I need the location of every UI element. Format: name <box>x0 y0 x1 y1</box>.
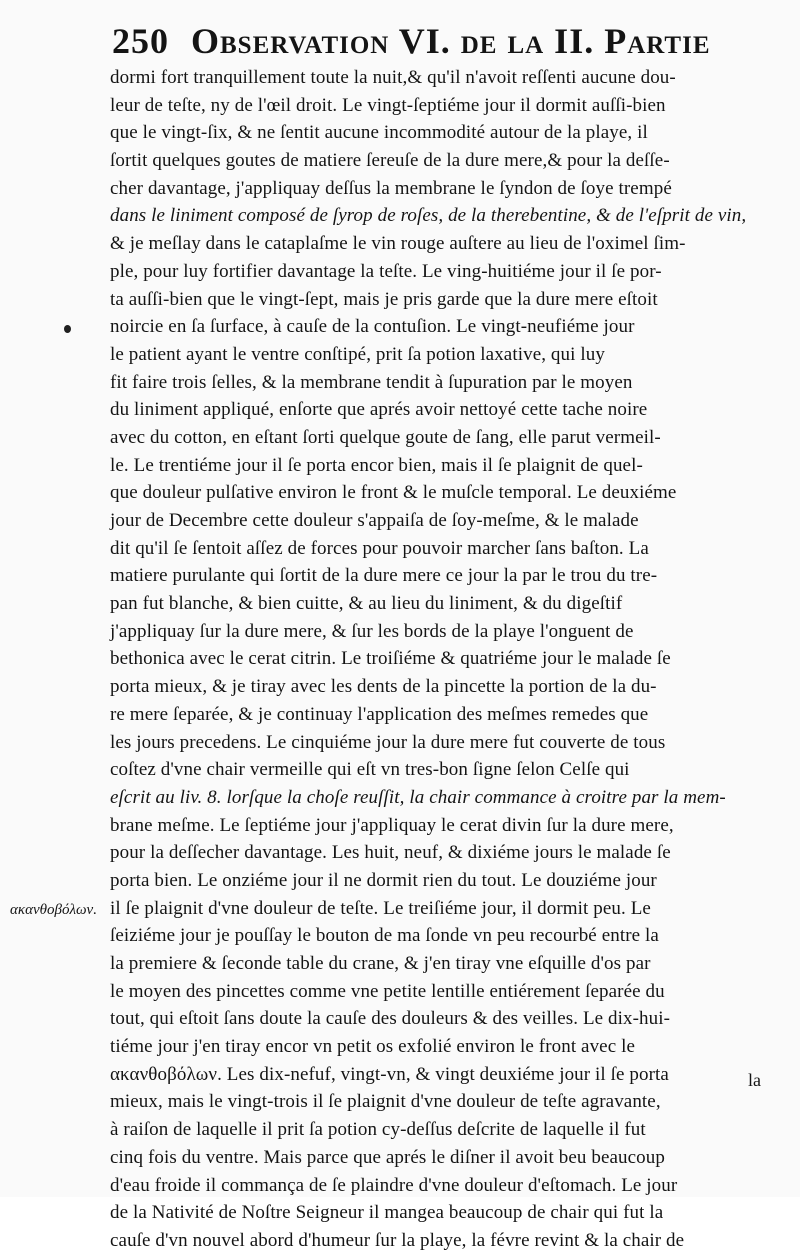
text-line: re mere ſeparée, & je continuay l'application des meſmes remedes que <box>110 703 649 725</box>
text-line: dans le liniment composé de ſyrop de roſes, de la therebentine, & de l'eſprit de vin, <box>110 205 747 227</box>
text-line: bethonica avec le cerat citrin. Le troiſiéme & quatriéme jour le malade ſe <box>110 648 671 670</box>
catchword: la <box>748 1070 761 1090</box>
text-line: ple, pour luy fortifier davantage la teſte. Le ving-huitiéme jour il ſe por- <box>110 260 662 282</box>
text-line: le patient ayant le ventre conſtipé, prit ſa potion laxative, qui luy <box>110 343 605 365</box>
text-line: dormi fort tranquillement toute la nuit,& qu'il n'avoit reſſenti aucune dou- <box>110 67 676 88</box>
text-line: de la Nativité de Noſtre Seigneur il mangea beaucoup de chair qui fut la <box>110 1202 664 1224</box>
text-line: matiere purulante qui ſortit de la dure mere ce jour la par le trou du tre- <box>110 565 658 587</box>
text-line: j'appliquay ſur la dure mere, & ſur les bords de la playe l'onguent de <box>110 620 634 642</box>
text-line: ta auſſi-bien que le vingt-ſept, mais je pris garde que la dure mere eſtoit <box>110 288 658 310</box>
text-line: fit faire trois ſelles, & la membrane tendit à ſupuration par le moyen <box>110 371 633 393</box>
text-line: brane meſme. Le ſeptiéme jour j'appliquay le cerat divin ſur la dure mere, <box>110 814 674 836</box>
body-text <box>110 64 800 1255</box>
page-number: 250 <box>112 21 169 61</box>
text-line: leur de teſte, ny de l'œil droit. Le vingt-ſeptiéme jour il dormit auſſi-bien <box>110 94 666 116</box>
text-line: cauſe d'vn nouvel abord d'humeur ſur la playe, la févre revint & la chair de <box>110 1229 685 1251</box>
running-head: Observation VI. de la II. Partie <box>191 21 711 61</box>
text-line: pour la deſſecher davantage. Les huit, neuf, & dixiéme jours le malade ſe <box>110 842 671 864</box>
text-line: avec du cotton, en eſtant ſorti quelque goute de ſang, elle parut vermeil- <box>110 426 661 448</box>
text-line: d'eau froide il commança de ſe plaindre d'vne douleur d'eſtomach. Le jour <box>110 1174 678 1196</box>
text-line: ſortit quelques goutes de matiere ſereuſe de la dure mere,& pour la deſſe- <box>110 150 670 172</box>
text-line: pan fut blanche, & bien cuitte, & au lieu du liniment, & du digeſtif <box>110 593 623 615</box>
text-line: les jours precedens. Le cinquiéme jour la dure mere fut couverte de tous <box>110 731 666 753</box>
text-line: & je meſlay dans le cataplaſme le vin rouge auſtere au lieu de l'oximel ſim- <box>110 233 686 255</box>
text-line: à raiſon de laquelle il prit ſa potion cy-deſſus deſcrite de laquelle il fut <box>110 1119 646 1141</box>
text-line: la premiere & ſeconde table du crane, & j'en tiray vne eſquille d'os par <box>110 953 651 974</box>
text-line: que douleur pulſative environ le front & le muſcle temporal. Le deuxiéme <box>110 482 677 504</box>
ink-speck <box>64 325 71 333</box>
text-line: dit qu'il ſe ſentoit aſſez de forces pour pouvoir marcher ſans baſton. La <box>110 537 649 559</box>
text-line: le moyen des pincettes comme vne petite lentille entiérement ſeparée du <box>110 980 665 1002</box>
page-header <box>112 20 800 64</box>
text-line: mieux, mais le vingt-trois il ſe plaignit d'vne douleur de teſte agravante, <box>110 1091 661 1113</box>
text-line: que le vingt-ſix, & ne ſentit aucune incommodité autour de la playe, il <box>110 122 648 144</box>
text-line: tiéme jour j'en tiray encor vn petit os exfolié environ le front avec le <box>110 1036 636 1058</box>
text-line: ακανθοβόλων. Les dix-nefuf, vingt-vn, & vingt deuxiéme jour il ſe porta <box>110 1063 669 1085</box>
text-line: porta bien. Le onziéme jour il ne dormit rien du tout. Le douziéme jour <box>110 869 657 891</box>
text-line: noircie en ſa ſurface, à cauſe de la contuſion. Le vingt-neufiéme jour <box>110 316 635 338</box>
text-line: il ſe plaignit d'vne douleur de teſte. Le treiſiéme jour, il dormit peu. Le <box>110 897 651 919</box>
text-line: le. Le trentiéme jour il ſe porta encor bien, mais il ſe plaignit de quel- <box>110 454 643 476</box>
margin-note: ακανθοβόλων. <box>10 902 97 918</box>
text-line: ſeiziéme jour je pouſſay le bouton de ma ſonde vn peu recourbé entre la <box>110 925 659 947</box>
text-line: eſcrit au liv. 8. lorſque la choſe reuſſit, la chair commance à croitre par la mem- <box>110 786 726 808</box>
text-line: tout, qui eſtoit ſans doute la cauſe des douleurs & des veilles. Le dix-hui- <box>110 1008 671 1030</box>
text-line: du liniment appliqué, enſorte que aprés avoir nettoyé cette tache noire <box>110 399 648 421</box>
text-line: cinq fois du ventre. Mais parce que aprés le diſner il avoit beu beaucoup <box>110 1146 665 1168</box>
text-line: jour de Decembre cette douleur s'appaiſa de ſoy-meſme, & le malade <box>110 510 639 531</box>
text-line: porta mieux, & je tiray avec les dents de la pincette la portion de la du- <box>110 676 657 698</box>
text-line: cher davantage, j'appliquay deſſus la membrane le ſyndon de ſoye trempé <box>110 177 672 199</box>
text-line: coſtez d'vne chair vermeille qui eſt vn tres-bon ſigne ſelon Celſe qui <box>110 759 630 781</box>
